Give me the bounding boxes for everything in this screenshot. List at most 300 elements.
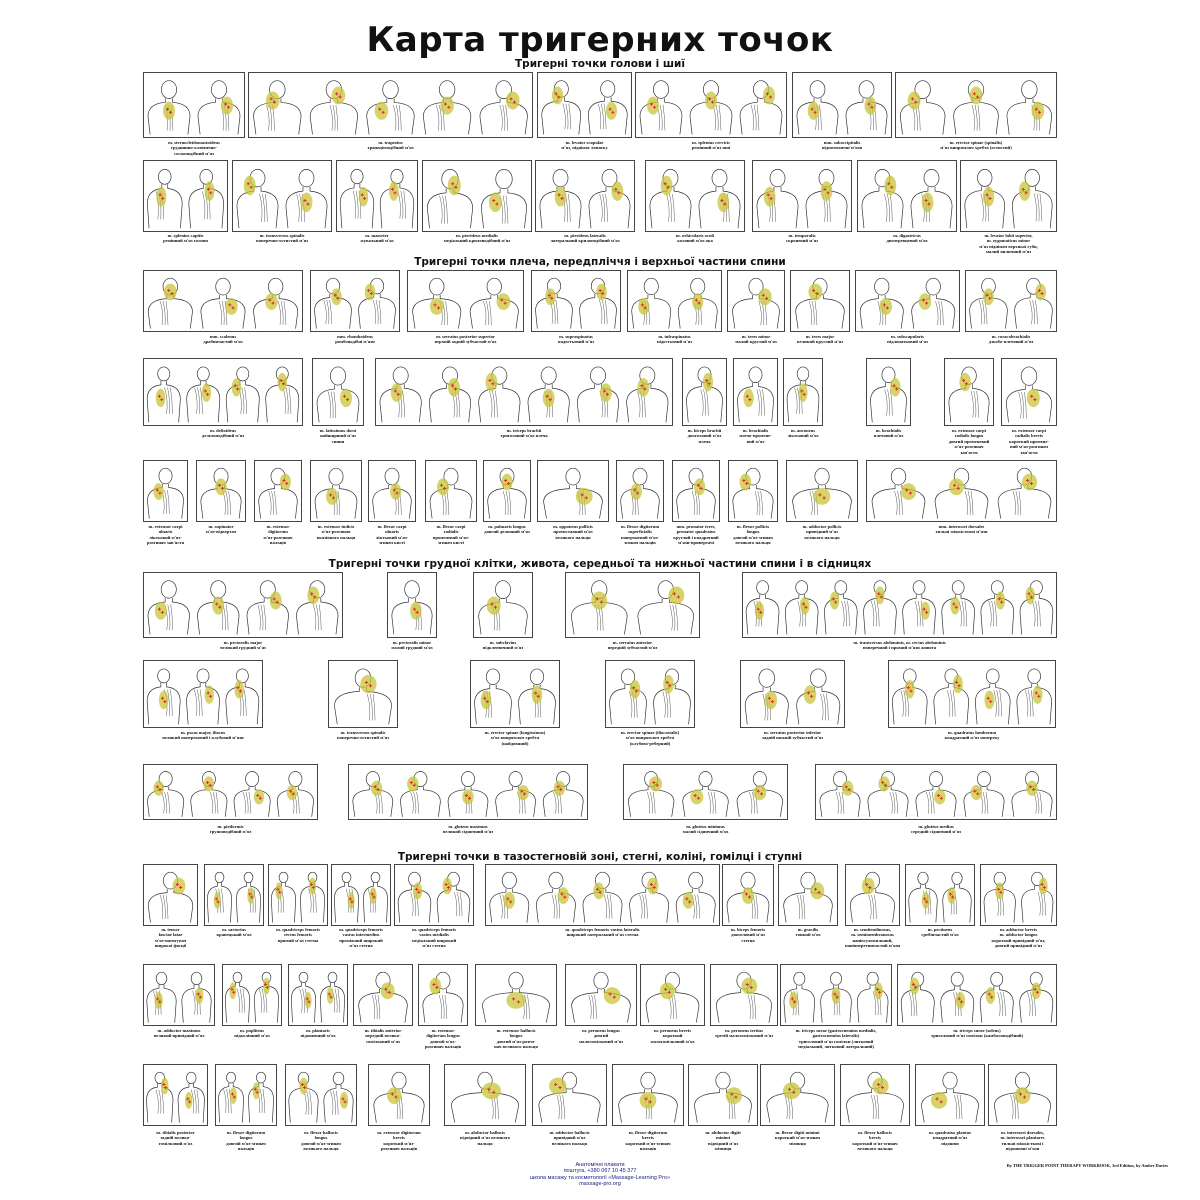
muscle-caption: m. peroneus brevis короткий малогомілковий м'яз — [650, 1028, 695, 1044]
muscle-panel — [143, 72, 245, 138]
referral-zone — [875, 586, 884, 604]
muscle-panel — [422, 160, 532, 232]
muscle-panel — [531, 270, 621, 332]
muscle-caption: m. extensor carpi ulnaris ліктьовий м'яз- розгинач зап'ястя — [146, 524, 185, 546]
muscle-illustration — [471, 661, 559, 727]
anatomy-figure — [423, 81, 471, 135]
muscle-caption: m. palmaris longus довгий долонний м'яз — [484, 524, 530, 535]
anatomy-figure — [716, 972, 771, 1022]
muscle-illustration — [144, 865, 197, 925]
panel-row — [0, 72, 1200, 158]
footer-link[interactable]: massage-pro.org — [579, 1181, 621, 1188]
referral-zone — [726, 1087, 742, 1104]
referral-zone — [753, 785, 766, 800]
anatomy-figure — [900, 81, 945, 135]
referral-zone — [390, 483, 401, 500]
anatomy-figure — [536, 872, 575, 922]
muscle-panel — [532, 1064, 607, 1126]
muscle-panel — [143, 660, 263, 728]
muscle-caption: m. popliteus підколінний м'яз — [234, 1028, 270, 1039]
referral-zone — [489, 193, 502, 213]
muscle-panel — [960, 160, 1057, 232]
anatomy-figure — [864, 581, 897, 635]
muscle-illustration — [641, 965, 704, 1025]
muscle-illustration — [329, 661, 397, 727]
referral-zone — [703, 373, 713, 391]
anatomy-figure — [148, 278, 192, 328]
muscle-illustration — [781, 965, 891, 1025]
referral-zone — [265, 293, 278, 310]
referral-zone — [996, 592, 1005, 610]
muscle-illustration — [898, 965, 1056, 1025]
anatomy-figure — [189, 169, 224, 228]
muscle-illustration — [646, 161, 744, 231]
muscle-illustration — [486, 865, 719, 925]
muscle-panel — [728, 460, 778, 522]
anatomy-figure — [797, 669, 840, 724]
panel-row — [0, 460, 1200, 548]
muscle-illustration — [779, 865, 837, 925]
anatomy-figure — [580, 278, 617, 328]
muscle-illustration — [784, 359, 822, 425]
anatomy-figure — [359, 278, 396, 328]
muscle-panel — [368, 1064, 430, 1126]
anatomy-figure — [796, 278, 845, 328]
referral-zone — [326, 488, 338, 505]
muscle-caption: m. latissimus dorsi найширший м'яз спини — [319, 428, 357, 444]
muscle-caption: m. masseter жувальний м'яз — [360, 233, 394, 244]
muscle-caption: m. splenius cervicis ремінний м'яз шиї — [691, 140, 731, 151]
referral-zone — [764, 187, 776, 207]
referral-zone — [922, 892, 930, 909]
anatomy-figure — [654, 669, 691, 724]
referral-zone — [440, 97, 454, 115]
muscle-caption: m. piriformis грушоподібний м'яз — [209, 824, 252, 835]
anatomy-figure — [451, 1072, 518, 1122]
referral-zone — [630, 680, 641, 698]
panel-row — [0, 160, 1200, 255]
muscle-panel — [786, 460, 858, 522]
muscle-panel — [473, 572, 533, 638]
muscle-panel — [288, 964, 348, 1026]
muscle-panel — [407, 270, 524, 332]
muscle-caption: m. erector spinae (spinalis) м'яз випрямляч хребта (остистий) — [940, 140, 1012, 151]
muscle-caption: m. flexor hallucis longus довгий м'яз-згинач великого пальця — [301, 1130, 341, 1152]
muscle-caption: m. opponens pollicis протиставний м'яз великого пальця — [553, 524, 593, 540]
referral-zone — [232, 378, 241, 396]
page-title: Карта тригерних точок — [366, 20, 834, 60]
referral-zone — [370, 887, 377, 904]
muscle-illustration — [144, 1065, 207, 1125]
muscle-panel — [143, 864, 198, 926]
muscle-caption: m. psoas major, iliacus великий поперековий і клубовий м'язи — [162, 730, 244, 741]
muscle-illustration — [332, 865, 390, 925]
muscle-caption: m. adductor maximus великий привідний м'яз — [153, 1028, 205, 1039]
muscle-panel — [470, 660, 560, 728]
referral-zone — [647, 97, 659, 115]
referral-zone — [205, 181, 215, 201]
muscle-illustration — [689, 1065, 757, 1125]
anatomy-figure — [860, 278, 903, 328]
muscle-caption: m. extensor carpi radialis longus довгий променевий м'яз-розгинач зап'ястя — [948, 428, 990, 455]
anatomy-figure — [903, 581, 936, 635]
anatomy-figure — [392, 581, 432, 635]
referral-zone — [783, 1082, 801, 1099]
muscle-illustration — [216, 1065, 276, 1125]
referral-zone — [407, 776, 418, 791]
referral-zone — [482, 1082, 501, 1099]
referral-zone — [504, 892, 515, 909]
anatomy-figure — [640, 81, 682, 135]
anatomy-figure — [984, 872, 1016, 922]
referral-zone — [532, 685, 543, 703]
anatomy-figure — [413, 278, 461, 328]
anatomy-figure — [699, 169, 740, 228]
anatomy-figure — [398, 872, 431, 922]
muscle-illustration — [476, 965, 556, 1025]
referral-zone — [884, 176, 896, 196]
muscle-caption: m. triceps brachii триголовий м'яз плеча — [500, 428, 548, 439]
muscle-illustration — [791, 271, 849, 331]
muscle-caption: m. flexor carpi radialis променевий м'яз- згинач кисті — [432, 524, 470, 546]
anatomy-figure — [259, 468, 298, 518]
anatomy-figure — [234, 771, 270, 816]
muscle-caption: m. quadratus plantae квадратний м'яз підошви — [929, 1130, 971, 1146]
referral-zone — [173, 878, 186, 895]
muscle-caption: m. transversus abdominis, m. rectus abdominis поперечний і прямий м'язи живота — [853, 640, 946, 651]
referral-zone — [448, 378, 460, 396]
referral-zone — [161, 1078, 169, 1095]
muscle-illustration — [841, 1065, 909, 1125]
panel-row — [0, 764, 1200, 837]
muscle-panel — [792, 72, 892, 138]
muscle-panel — [790, 270, 850, 332]
muscle-panel — [672, 460, 720, 522]
muscle-illustration — [289, 965, 347, 1025]
anatomy-figure — [1012, 169, 1052, 228]
anatomy-figure — [201, 468, 241, 518]
muscle-illustration — [566, 573, 699, 637]
referral-zone — [959, 373, 971, 391]
referral-zone — [647, 878, 658, 895]
anatomy-figure — [646, 972, 699, 1022]
referral-zone — [683, 892, 694, 909]
referral-zone — [956, 992, 965, 1009]
anatomy-figure — [628, 771, 674, 816]
muscle-caption: m. brachialis плечо-промене- вий м'яз — [739, 428, 772, 444]
muscle-caption: m. pectoralis major великий грудний м'яз — [220, 640, 266, 651]
anatomy-figure — [954, 81, 999, 135]
muscle-caption: m. sartorius кравецький м'яз — [216, 927, 252, 938]
anatomy-figure — [254, 278, 298, 328]
referral-zone — [984, 691, 994, 709]
muscle-illustration — [354, 965, 412, 1025]
referral-zone — [247, 887, 254, 904]
muscle-panel — [222, 964, 282, 1026]
muscle-panel — [915, 1064, 985, 1126]
referral-zone — [381, 982, 395, 999]
muscle-panel — [310, 270, 400, 332]
muscle-caption: m. pectoralis minor малий грудний м'яз — [391, 640, 433, 651]
muscle-caption: m. levator labii superior, m. zygomaticus minor м'яз піднімач верхньої губи, малий виличний м'яз — [979, 233, 1038, 255]
referral-zone — [331, 288, 342, 305]
anatomy-figure — [941, 972, 974, 1022]
muscle-panel — [988, 1064, 1057, 1126]
muscle-caption: m. teres major великий круглий м'яз — [797, 334, 843, 345]
anatomy-figure — [353, 771, 393, 816]
muscle-illustration — [538, 73, 631, 137]
referral-zone — [365, 284, 376, 301]
anatomy-figure — [198, 81, 240, 135]
referral-zone — [919, 293, 931, 310]
muscle-caption: mm. suboccipitalis підпотиличні м'язи — [821, 140, 863, 151]
muscle-illustration — [255, 461, 301, 521]
muscle-illustration — [867, 461, 1056, 521]
anatomy-figure — [846, 1072, 903, 1122]
muscle-illustration — [787, 461, 857, 521]
muscle-panel — [537, 460, 609, 522]
referral-zone — [908, 92, 921, 110]
referral-zone — [949, 478, 964, 495]
muscle-illustration — [1002, 359, 1056, 425]
section-title: Тригерні точки голови і шиї — [515, 58, 685, 70]
muscle-illustration — [761, 1065, 834, 1125]
anatomy-figure — [225, 972, 249, 1022]
anatomy-figure — [690, 81, 732, 135]
muscle-caption: m. gracilis тонкий м'яз — [795, 927, 821, 938]
panel-row — [0, 270, 1200, 352]
referral-zone — [804, 685, 816, 703]
muscle-illustration — [989, 1065, 1056, 1125]
referral-zone — [947, 887, 955, 904]
muscle-caption: m. digastricus двочеревцевий м'яз — [886, 233, 928, 244]
muscle-panel — [780, 964, 892, 1026]
muscle-panel — [143, 572, 343, 638]
anatomy-figure — [745, 669, 788, 724]
anatomy-figure — [821, 972, 852, 1022]
anatomy-figure — [850, 872, 895, 922]
muscle-caption: m. gluteus maximus великий сідничний м'яз — [442, 824, 494, 835]
muscle-panel — [368, 460, 416, 522]
referral-zone — [448, 176, 461, 196]
anatomy-figure — [572, 972, 631, 1022]
referral-zone — [1033, 685, 1043, 703]
muscle-illustration — [376, 359, 672, 425]
anatomy-figure — [934, 669, 969, 724]
anatomy-figure — [1007, 81, 1052, 135]
anatomy-figure — [677, 468, 716, 518]
muscle-panel — [143, 160, 228, 232]
referral-zone — [287, 785, 297, 800]
muscle-panel — [312, 358, 364, 426]
muscle-panel — [888, 660, 1056, 728]
muscle-panel — [353, 964, 413, 1026]
referral-zone — [307, 586, 319, 604]
muscle-panel — [857, 160, 957, 232]
referral-zone — [486, 373, 498, 391]
section-title: Тригерні точки грудної клітки, живота, середньої та нижньої частини спини і в сідницях — [328, 558, 872, 570]
anatomy-figure — [638, 581, 694, 635]
anatomy-figure — [271, 872, 295, 922]
anatomy-figure — [820, 771, 860, 816]
muscle-illustration — [144, 965, 214, 1025]
section-title: Тригерні точки плеча, передпліччя і верхньої частини спини — [414, 256, 786, 268]
anatomy-figure — [191, 771, 227, 816]
muscle-panel — [640, 964, 705, 1026]
referral-zone — [156, 187, 166, 207]
referral-zone — [204, 776, 214, 791]
referral-zone — [462, 789, 473, 804]
referral-zone — [340, 1092, 348, 1109]
referral-zone — [487, 597, 501, 615]
referral-zone — [1019, 181, 1030, 201]
muscle-panel — [866, 358, 911, 426]
anatomy-figure — [824, 581, 857, 635]
referral-zone — [413, 882, 422, 899]
anatomy-figure — [935, 468, 988, 518]
referral-zone — [225, 298, 238, 315]
referral-zone — [263, 978, 270, 995]
muscle-panel — [268, 864, 328, 926]
referral-zone — [755, 602, 764, 620]
anatomy-figure — [965, 169, 1005, 228]
referral-zone — [278, 373, 287, 391]
referral-zone — [1022, 474, 1037, 491]
anatomy-figure — [981, 581, 1014, 635]
muscle-panel — [895, 72, 1057, 138]
anatomy-figure — [787, 367, 819, 422]
referral-zone — [1014, 1087, 1030, 1104]
anatomy-figure — [286, 169, 327, 228]
muscle-caption: m. temporalis скроневий м'яз — [786, 233, 818, 244]
anatomy-figure — [147, 771, 183, 816]
referral-zone — [663, 675, 674, 693]
referral-zone — [637, 378, 649, 396]
muscle-caption: m. subscapularis підлопатковий м'яз — [887, 334, 928, 345]
referral-zone — [410, 602, 422, 620]
muscle-caption: m. flexor pollicis longus довгий м'яз-згинач великого пальця — [733, 524, 773, 546]
muscle-illustration — [269, 865, 327, 925]
muscle-illustration — [816, 765, 1056, 819]
panel-row — [0, 864, 1200, 951]
anatomy-figure — [1022, 872, 1054, 922]
muscle-illustration — [945, 359, 993, 425]
muscle-illustration — [606, 661, 694, 727]
anatomy-figure — [475, 669, 512, 724]
anatomy-figure — [147, 972, 176, 1022]
anatomy-figure — [334, 669, 391, 724]
referral-zone — [215, 478, 227, 495]
muscle-panel — [840, 1064, 910, 1126]
muscle-illustration — [445, 1065, 525, 1125]
anatomy-figure — [980, 972, 1013, 1022]
anatomy-figure — [806, 169, 847, 228]
referral-zone — [185, 1092, 193, 1109]
referral-zone — [1026, 781, 1038, 796]
anatomy-figure — [921, 1072, 978, 1122]
muscle-panel — [605, 660, 695, 728]
anatomy-figure — [539, 1072, 600, 1122]
referral-zone — [332, 86, 346, 104]
muscle-panel — [778, 864, 838, 926]
muscle-illustration — [536, 161, 634, 231]
anatomy-figure — [254, 81, 302, 135]
anatomy-figure — [975, 669, 1010, 724]
publisher-footer — [420, 1162, 780, 1188]
referral-zone — [842, 781, 854, 796]
anatomy-figure — [650, 169, 691, 228]
muscle-caption: m. brachialis плечовий м'яз — [873, 428, 904, 439]
muscle-panel — [682, 358, 727, 426]
anatomy-figure — [148, 581, 190, 635]
referral-zone — [389, 181, 399, 201]
anatomy-figure — [334, 872, 358, 922]
footer-line: Анатомічні плакати — [575, 1162, 625, 1168]
anatomy-figure — [320, 972, 344, 1022]
muscle-illustration — [896, 73, 1056, 137]
referral-zone — [660, 982, 675, 999]
anatomy-figure — [1017, 669, 1052, 724]
muscle-panel — [387, 572, 437, 638]
muscle-panel — [232, 160, 332, 232]
muscle-illustration — [144, 73, 244, 137]
anatomy-figure — [868, 771, 908, 816]
referral-zone — [865, 97, 877, 115]
muscle-illustration — [867, 359, 910, 425]
muscle-caption: m. abductor digiti minimi відвідний м'яз мізинця — [705, 1130, 741, 1152]
anatomy-figure — [862, 169, 903, 228]
anatomy-figure — [226, 367, 259, 422]
muscle-illustration — [369, 461, 415, 521]
muscle-illustration — [313, 359, 363, 425]
referral-zone — [221, 97, 233, 115]
referral-zone — [254, 789, 264, 804]
muscle-illustration — [369, 1065, 429, 1125]
muscle-caption: m. adductor hallucis привідний м'яз великого пальця — [549, 1130, 590, 1146]
referral-zone — [810, 882, 824, 899]
anatomy-figure — [583, 872, 622, 922]
panel-row — [0, 572, 1200, 653]
muscle-illustration — [624, 765, 787, 819]
muscle-panel — [635, 72, 787, 138]
muscle-illustration — [846, 865, 899, 925]
referral-zone — [743, 389, 753, 407]
referral-zone — [159, 691, 168, 709]
muscle-caption: m. anconeus ліктьовий м'яз — [787, 428, 819, 439]
muscle-illustration — [966, 271, 1056, 331]
muscle-caption: m. extensor digitorum longus довгий м'яз- розгинач пальців — [424, 1028, 462, 1050]
anatomy-figure — [291, 972, 315, 1022]
muscle-illustration — [628, 271, 721, 331]
anatomy-figure — [916, 771, 956, 816]
source-note: By THE TRIGGER POINT THERAPY WORKBOOK, 3rd Edition, by Amber Davies — [1006, 1163, 1168, 1168]
muscle-caption: mm. rhomboideus ромбоподібні м'язи — [335, 334, 375, 345]
referral-zone — [1025, 586, 1034, 604]
referral-zone — [649, 776, 662, 791]
referral-zone — [543, 389, 555, 407]
anatomy-figure — [767, 1072, 828, 1122]
anatomy-figure — [892, 669, 927, 724]
referral-zone — [830, 592, 839, 610]
anatomy-figure — [846, 81, 887, 135]
anatomy-figure — [315, 278, 352, 328]
referral-zone — [155, 992, 163, 1009]
referral-zone — [501, 474, 512, 491]
referral-zone — [359, 187, 369, 207]
referral-zone — [1039, 878, 1048, 895]
muscle-illustration — [532, 271, 620, 331]
referral-zone — [631, 483, 642, 500]
